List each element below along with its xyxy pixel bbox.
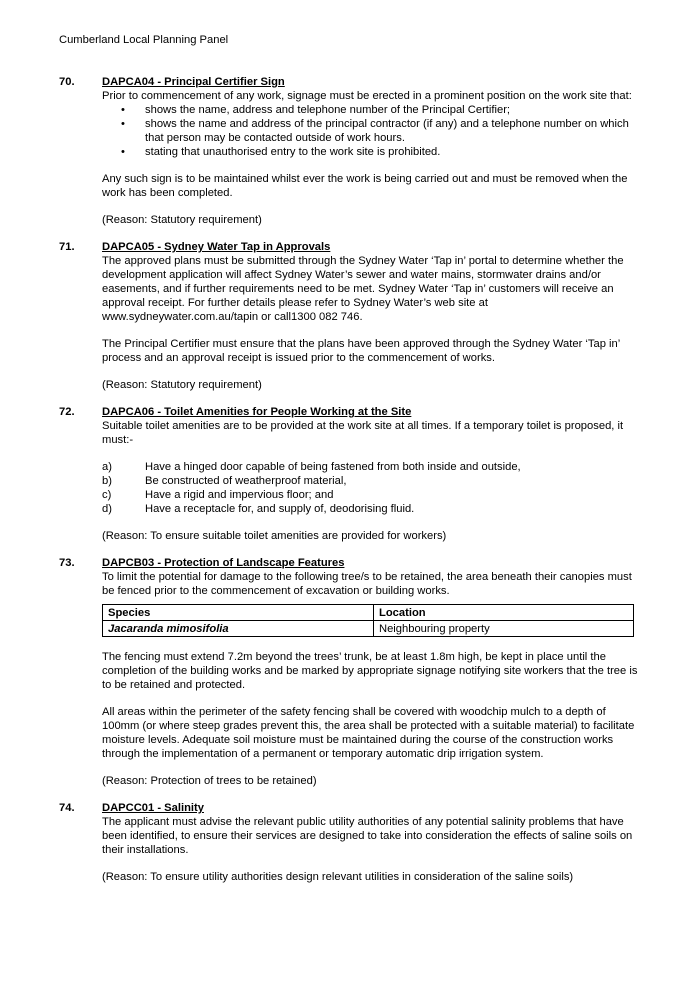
condition-paragraph: Any such sign is to be maintained whilst ever the work is being carried out and must be removed when the work has been completed. (102, 173, 628, 199)
tree-table (102, 604, 634, 637)
condition-paragraph: All areas within the perimeter of the safety fencing shall be covered with woodchip mulch to a depth of 100mm (or where steep grades prevent this, the area shall be protected with a suitable material) to facilitate moisture levels. Adequate soil moisture must be maintained during the course of the construction works through the implementation of a permanent or temporary automatic drip irrigation system. (102, 706, 635, 760)
table-cell: Neighbouring property (374, 621, 634, 637)
condition-reason: (Reason: To ensure utility authorities design relevant utilities in consideration of the saline soils) (102, 871, 574, 883)
bullet-icon: • (121, 104, 125, 116)
lettered-item: c) Have a rigid and impervious floor; and (102, 489, 334, 501)
bullet-item: • stating that unauthorised entry to the work site is prohibited. (121, 146, 441, 158)
bullet-icon: • (121, 118, 125, 130)
lettered-item: b) Be constructed of weatherproof material, (102, 475, 347, 487)
condition-paragraph: The approved plans must be submitted through the Sydney Water ‘Tap in’ portal to determine whether the development application will affect Sydney Water’s sewer and water mains, stormwater drains and/or easements, and if further requirements need to be met. Sydney Water ‘Tap in’ customers will receive an approval receipt. For further details please refer to Sydney Water’s web site at www.sydneywater.com.au/tapin or call1300 082 746. (102, 255, 624, 323)
condition-number: 70. (59, 76, 75, 88)
condition-reason: (Reason: Statutory requirement) (102, 379, 262, 391)
condition-reason: (Reason: Statutory requirement) (102, 214, 262, 226)
condition-paragraph: The fencing must extend 7.2m beyond the trees’ trunk, be at least 1.8m high, be kept in place until the completion of the building works and be marked by appropriate signage notifying site workers that the tree is to be retained and protected. (102, 651, 638, 691)
page-header: Cumberland Local Planning Panel (59, 34, 229, 46)
bullet-item: • shows the name and address of the principal contractor (if any) and a telephone number on which that person may be contacted outside of work hours. (121, 118, 629, 144)
condition-title: DAPCC01 - Salinity (102, 802, 204, 814)
condition-number: 74. (59, 802, 75, 814)
condition-title: DAPCA04 - Principal Certifier Sign (102, 76, 285, 88)
condition-intro: The applicant must advise the relevant public utility authorities of any potential salinity problems that have been identified, to ensure their services are designed to take into consideration the effects of saline soils on their installations. (102, 816, 633, 856)
condition-number: 71. (59, 241, 75, 253)
document-body (59, 75, 639, 884)
condition-74 (59, 801, 639, 884)
condition-title: DAPCA06 - Toilet Amenities for People Working at the Site (102, 406, 412, 418)
condition-71 (59, 240, 639, 392)
bullet-list (102, 103, 639, 159)
condition-73 (59, 556, 639, 788)
condition-paragraph: The Principal Certifier must ensure that the plans have been approved through the Sydney Water ‘Tap in’ process and an approval receipt is issued prior to the commencement of works. (102, 338, 620, 364)
condition-intro: Prior to commencement of any work, signage must be erected in a prominent position on the work site that: (102, 90, 632, 102)
bullet-item: • shows the name, address and telephone number of the Principal Certifier; (121, 104, 511, 116)
condition-72 (59, 405, 639, 543)
condition-number: 72. (59, 406, 75, 418)
lettered-item: d) Have a receptacle for, and supply of, deodorising fluid. (102, 503, 415, 515)
condition-title: DAPCA05 - Sydney Water Tap in Approvals (102, 241, 331, 253)
table-header: Location (374, 605, 634, 621)
condition-intro: Suitable toilet amenities are to be provided at the work site at all times. If a temporary toilet is proposed, it must:- (102, 420, 624, 446)
bullet-icon: • (121, 146, 125, 158)
condition-reason: (Reason: To ensure suitable toilet amenities are provided for workers) (102, 530, 447, 542)
table-row (103, 621, 634, 637)
table-header: Species (103, 605, 374, 621)
condition-70 (59, 75, 639, 227)
table-cell: Jacaranda mimosifolia (103, 621, 374, 637)
lettered-item: a) Have a hinged door capable of being fastened from both inside and outside, (102, 461, 521, 473)
condition-reason: (Reason: Protection of trees to be retained) (102, 775, 317, 787)
table-header-row (103, 605, 634, 621)
condition-title: DAPCB03 - Protection of Landscape Features (102, 557, 345, 569)
condition-number: 73. (59, 557, 75, 569)
condition-intro: To limit the potential for damage to the following tree/s to be retained, the area beneath their canopies must be fenced prior to the commencement of excavation or building works. (102, 571, 632, 597)
